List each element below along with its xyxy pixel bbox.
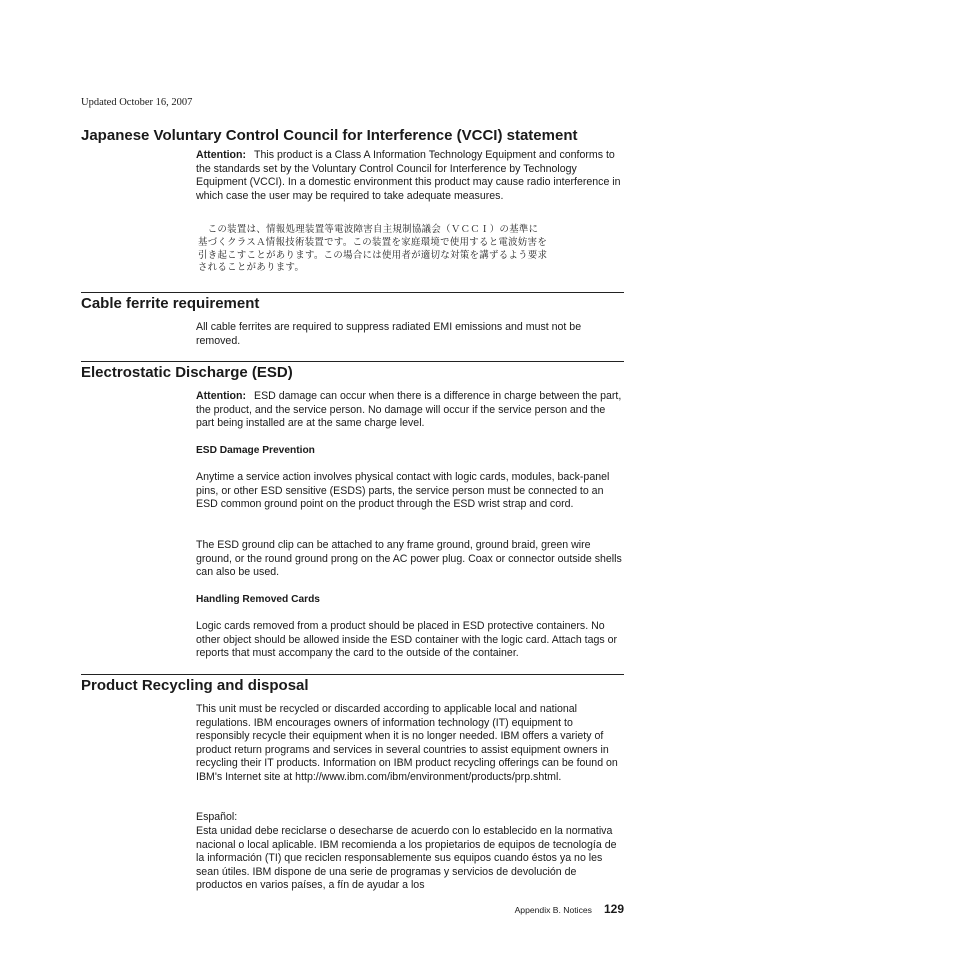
esd-attention-label: Attention: (196, 390, 247, 402)
page-footer (440, 900, 624, 918)
esd-attention-text: ESD damage can occur when there is a difference in charge between the part, the product, and the service person. No damage will occur if the service person and the part being installed are at the same charge level. (196, 390, 622, 430)
recycling-text: This unit must be recycled or discarded according to applicable local and national regulations. IBM encourages owners of information technology (IT) equipment to responsibly recycle their equipment when it is no longer needed. IBM offers a variety of product return programs and services in several countries to assist equipment owners in recycling their IT products. Information on IBM product recycling offerings can be found on IBM's Internet site at http://www.ibm.com/ibm/environment/products/prp.shtml. (196, 703, 618, 783)
jp-line: この装置は、情報処理装置等電波障害自主規制協議会（ＶＣＣＩ）の基準に (198, 224, 539, 235)
footer-section: Appendix B. Notices (514, 905, 592, 915)
recycling-spanish-text: Esta unidad debe reciclarse o desecharse de acuerdo con lo establecido en la normativa nacional o local aplicable. IBM recomienda a los propietarios de equipos de tecnología de la información (TI) que reciclen responsablemente sus equipos cuando éstos ya no les sean útiles. IBM dispone de una serie de programas y servicios de devolución de productos en varios países, a fín de ayudar a los (196, 825, 617, 892)
recycling-heading: Product Recycling and disposal (81, 677, 309, 694)
section-divider (81, 292, 624, 293)
updated-date: Updated October 16, 2007 (81, 97, 193, 108)
vcci-attention-label: Attention: (196, 149, 247, 161)
ferrite-heading: Cable ferrite requirement (81, 295, 260, 312)
vcci-japanese-statement (198, 224, 624, 275)
ferrite-text: All cable ferrites are required to suppress radiated EMI emissions and must not be removed. (196, 321, 582, 347)
vcci-attention (196, 149, 624, 203)
esd-heading: Electrostatic Discharge (ESD) (81, 364, 293, 381)
recycling-spanish-label: Español: (196, 811, 238, 823)
esd-prevention-p1: Anytime a service action involves physical contact with logic cards, modules, back-panel pins, or other ESD sensitive (ESDS) parts, the service person must be connected to an ESD common ground point on the product through the ESD wrist strap and cord. (196, 471, 610, 511)
esd-handling-text: Logic cards removed from a product should be placed in ESD protective containers. No other object should be allowed inside the ESD container with the logic card. Attach tags or reports that must accompany the card to the outside of the container. (196, 620, 618, 660)
vcci-heading: Japanese Voluntary Control Council for Interference (VCCI) statement (81, 127, 578, 144)
jp-line: 基づくクラスＡ情報技術装置です。この装置を家庭環境で使用すると電波妨害を (198, 236, 548, 248)
esd-prevention-p2: The ESD ground clip can be attached to any frame ground, ground braid, green wire ground, or the round ground prong on the AC power plug. Coax or connector outside shells can also be used. (196, 539, 622, 579)
section-divider (81, 674, 624, 675)
jp-line: 引き起こすことがあります。この場合には使用者が適切な対策を講ずるよう要求 (198, 249, 548, 261)
vcci-attention-text: This product is a Class A Information Technology Equipment and conforms to the standards set by the Voluntary Control Council for Interference by Technology Equipment (VCCI). In a domestic environment this product may cause radio interference in which case the user may be required to take adequate measures. (196, 149, 621, 202)
section-divider (81, 361, 624, 362)
esd-attention (196, 390, 624, 431)
jp-line: されることがあります。 (198, 262, 305, 274)
page-number: 129 (603, 902, 624, 916)
esd-handling-title: Handling Removed Cards (196, 594, 320, 605)
esd-prevention-title: ESD Damage Prevention (196, 445, 315, 456)
